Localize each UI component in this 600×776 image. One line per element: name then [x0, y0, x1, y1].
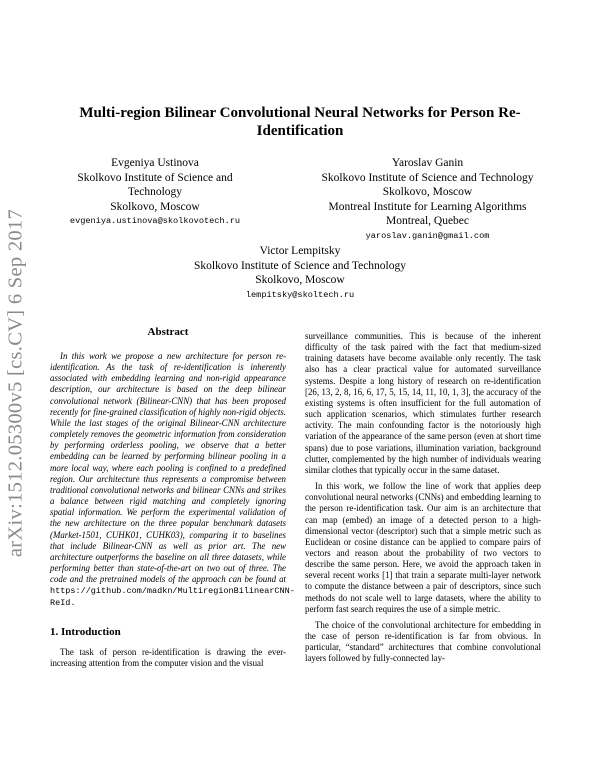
author-block-1: [65, 156, 245, 229]
author-affiliation: Montreal, Quebec: [385, 215, 470, 227]
intro-paragraph: In this work, we follow the line of work that applies deep convolutional neural networks (CNNs) and embedding learning to the person re-identification task. Our aim is an architecture that can map (embed) an image of a detected person to a high-dimensional vector (descriptor) such that a simple metric such as Euclidean or cosine distance can be applied to compare pairs of vectors and reason about the probability of two vectors to describe the same person. Here, we avoid the approach taken in several recent works [1] that train a separate multi-layer network to compute the distance between a pair of descriptors, since such methods do not scale well to large datasets, where the ability to perform fast search requires the use of a simple metric.: [305, 481, 541, 614]
author-affiliation: Skolkovo, Moscow: [382, 186, 473, 198]
intro-paragraph: The choice of the convolutional architecture for embedding in the case of person re-identification is far from obvious. In particular, “standard” architectures that combine convolutional layers followed by fully-connected lay-: [305, 619, 541, 664]
paper-title: Multi-region Bilinear Convolutional Neural Networks for Person Re-Identification: [79, 105, 521, 139]
right-column: [305, 331, 541, 665]
author-affiliation: Skolkovo Institute of Science and Technology: [193, 259, 406, 272]
author-email[interactable]: lempitsky@skoltech.ru: [245, 289, 355, 300]
arxiv-stamp: [4, 210, 28, 555]
author-affiliation: Montreal Institute for Learning Algorithms: [328, 200, 527, 213]
abstract-body: [50, 351, 295, 610]
author-name: Evgeniya Ustinova: [111, 157, 199, 169]
intro-paragraph-left: [50, 647, 286, 669]
abstract-text: In this work we propose a new architecture for person re-identification. As the task of re-identification is inherently associated with embedding learning and non-rigid appearance description, our architecture is based on the deep bilinear convolutional network (Bilinear-CNN) that has been proposed recently for fine-grained classification of highly non-rigid objects. While the last stages of the original Bilinear-CNN architecture completely removes the geometric information from consideration by performing orderless pooling, we observe that a better embedding can be learned by performing bilinear pooling in a more local way, where each pooling is confined to a predefined region. Our architecture thus represents a compromise between traditional convolutional networks and bilinear CNNs and strikes a balance between rigid matching and completely ignoring spatial information. We perform the experimental validation of the new architecture on the three popular benchmark datasets (Market-1501, CUHK01, CUHK03), comparing it to baselines that include Bilinear-CNN as well as prior art. The new architecture outperforms the baseline on all three datasets, while performing better than state-of-the-art on two out of three. The code and the pretrained models of the approach can be found at: [50, 351, 286, 585]
section-heading-introduction: 1. Introduction: [50, 626, 121, 638]
author-name: Victor Lempitsky: [259, 245, 341, 257]
author-email[interactable]: evgeniya.ustinova@skolkovotech.ru: [69, 216, 241, 226]
arxiv-stamp-text: arXiv:1512.05300v5 [cs.CV] 6 Sep 2017: [4, 208, 27, 557]
author-affiliation: Skolkovo Institute of Science and Technology: [321, 171, 534, 184]
intro-text: The task of person re-identification is drawing the ever-increasing attention from the computer vision and the visual: [50, 647, 286, 669]
abstract-heading: Abstract: [147, 326, 189, 338]
author-block-2: [320, 156, 535, 243]
author-affiliation: Skolkovo, Moscow: [255, 274, 345, 286]
author-affiliation: Skolkovo Institute of Science and Technology: [77, 171, 233, 198]
author-affiliation: Skolkovo, Moscow: [110, 200, 200, 213]
author-block-3: [180, 244, 420, 302]
intro-paragraph: surveillance communities. This is because of the inherent difficulty of the task paired with the fact that medium-sized training datasets have become available only recently. The task also has a clear practical value for automated surveillance systems. Despite a long history of research on re-identification [26, 13, 2, 8, 16, 6, 17, 5, 15, 14, 11, 10, 1, 3], the accuracy of the existing systems is often insufficient for the full automation of such application scenarios, which stimulates further research activity. The main confounding factor is the notoriously high variation of the appearance of the same person (even at short time spans) due to pose variations, illumination variation, background clutter, complemented by the high number of individuals wearing similar clothes that typically occur in the same dataset.: [305, 331, 541, 475]
author-name: Yaroslav Ganin: [391, 157, 464, 169]
code-url-link[interactable]: https://github.com/madkn/MultiregionBilinearCNN-ReId.: [50, 586, 295, 609]
author-email[interactable]: yaroslav.ganin@gmail.com: [365, 230, 490, 241]
